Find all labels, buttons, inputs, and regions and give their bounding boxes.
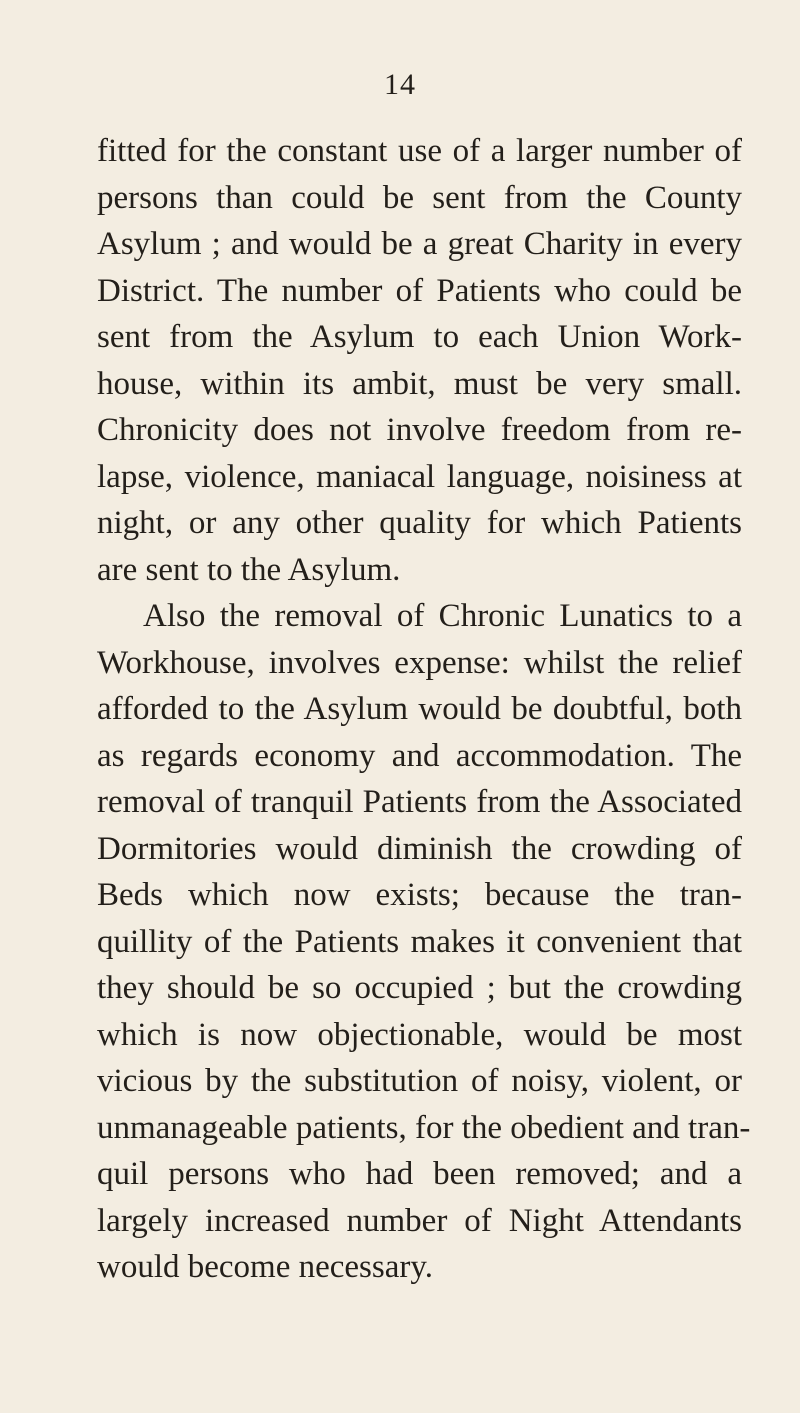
text-line: removal of tranquil Patients from the Associated [97,784,742,820]
text-line: largely increased number of Night Attendants [97,1202,742,1239]
body-text [97,128,751,1291]
text-line: as regards economy and accommodation. The [97,737,742,774]
text-line: which is now objectionable, would be most [97,1016,742,1053]
text-line: are sent to the Asylum. [97,551,401,588]
text-line: house, within its ambit, must be very small. [97,365,742,402]
text-line: District. The number of Patients who could be [97,272,742,309]
text-line: would become necessary. [97,1249,433,1285]
text-line: Also the removal of Chronic Lunatics to a [143,598,742,634]
text-line: quil persons who had been removed; and a [97,1156,742,1192]
text-line: fitted for the constant use of a larger number of [97,133,742,169]
text-line: vicious by the substitution of noisy, violent, or [97,1063,742,1099]
text-line: night, or any other quality for which Patients [97,505,742,541]
text-line: they should be so occupied ; but the crowding [97,970,742,1006]
text-line: Dormitories would diminish the crowding of [97,830,742,867]
text-line: Workhouse, involves expense: whilst the relief [97,644,742,681]
page-number: 14 [384,68,416,101]
paragraph-2 [97,593,751,1291]
text-line: quillity of the Patients makes it convenient that [97,923,742,960]
text-line: lapse, violence, maniacal language, noisiness at [97,458,742,495]
text-line: unmanageable patients, for the obedient and tran- [97,1109,751,1146]
text-line: sent from the Asylum to each Union Work- [97,319,742,355]
text-line: Chronicity does not involve freedom from re- [97,412,742,448]
paragraph-1 [97,128,742,593]
text-line: persons than could be sent from the County [97,179,742,216]
text-line: Beds which now exists; because the tran- [97,877,742,913]
text-line: afforded to the Asylum would be doubtful, both [97,691,742,727]
text-line: Asylum ; and would be a great Charity in every [97,226,742,262]
